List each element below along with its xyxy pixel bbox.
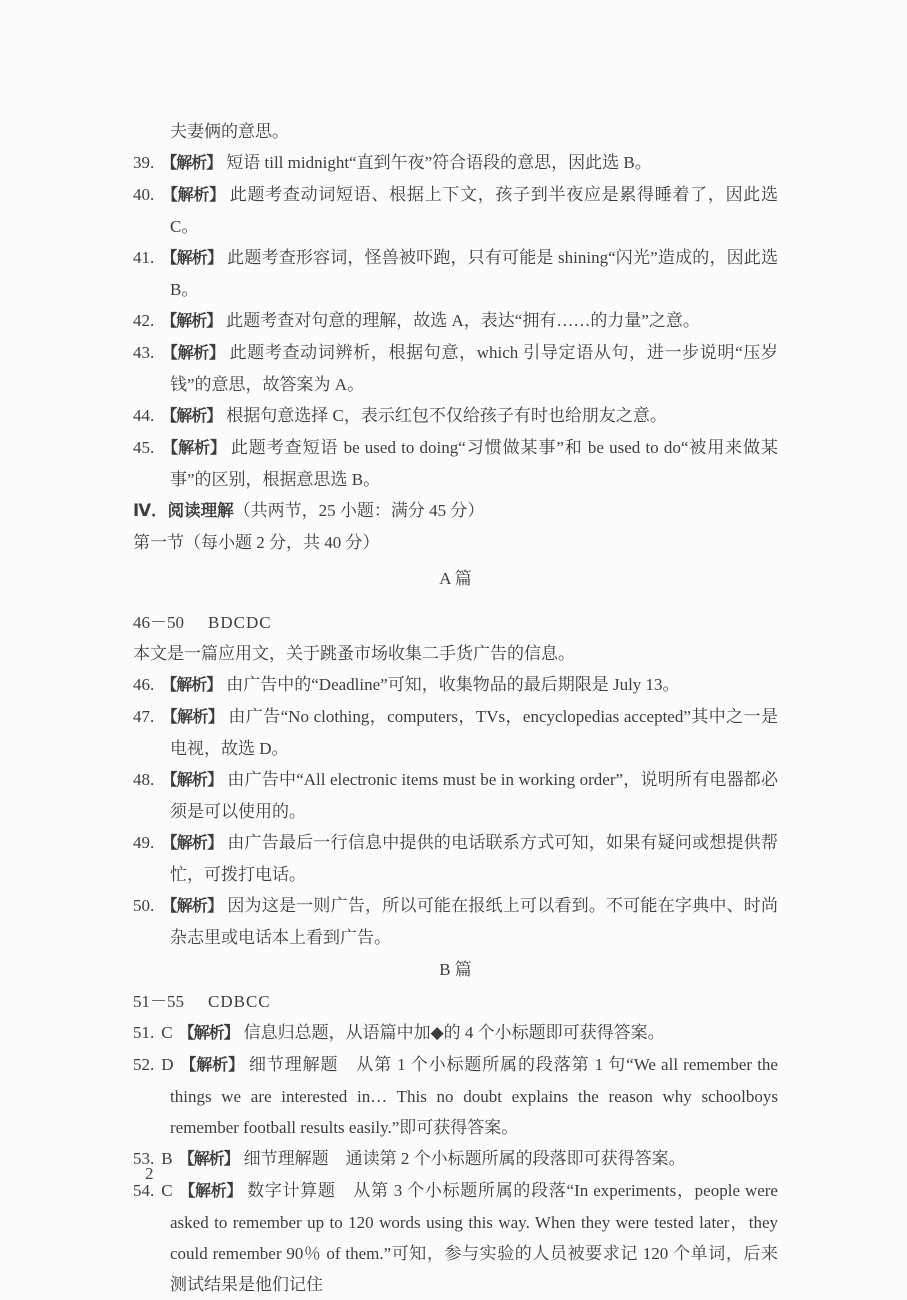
item-number: 52. (133, 1055, 155, 1074)
analysis-label: 【解析】 (161, 772, 223, 789)
item-text: 此题考查动词辨析，根据句意，which 引导定语从句，进一步说明“压岁钱”的意思，故答案为 A。 (170, 343, 778, 394)
section-heading-detail: （共两节，25 小题：满分 45 分） (233, 501, 485, 520)
item-number: 45. (133, 438, 155, 457)
analysis-label: 【解析】 (178, 1151, 239, 1168)
analysis-label: 【解析】 (161, 187, 225, 204)
analysis-label: 【解析】 (161, 709, 224, 726)
analysis-label: 【解析】 (179, 1057, 244, 1074)
page-number: 2 (145, 1164, 154, 1183)
analysis-label: 【解析】 (161, 408, 222, 425)
explanation-item-49 (133, 827, 778, 890)
explanation-item-48 (133, 764, 778, 827)
item-number: 54. (133, 1181, 155, 1200)
explanation-item-42 (133, 305, 778, 337)
section-heading-reading (133, 495, 778, 527)
analysis-label: 【解析】 (161, 898, 223, 915)
passage-a-title: A 篇 (439, 569, 472, 588)
passage-a-answer-key (133, 607, 778, 638)
explanation-item-39 (133, 147, 778, 179)
item-text: 根据句意选择 C，表示红包不仅给孩子有时也给朋友之意。 (226, 406, 667, 425)
section-subheading-part1: 第一节（每小题 2 分，共 40 分） (133, 533, 380, 552)
item-number: 39. (133, 153, 155, 172)
analysis-label: 【解析】 (178, 1183, 243, 1200)
explanation-item-53 (133, 1143, 778, 1175)
item-number: 47. (133, 707, 155, 726)
analysis-label: 【解析】 (161, 250, 223, 267)
explanation-item-44 (133, 400, 778, 432)
item-number: 42. (133, 311, 155, 330)
item-answer: B (161, 1149, 173, 1168)
item-answer: D (161, 1055, 174, 1074)
item-number: 40. (133, 185, 155, 204)
passage-b-title: B 篇 (439, 960, 472, 979)
item-number: 53. (133, 1149, 155, 1168)
item-number: 50. (133, 896, 155, 915)
item-text: 由广告中的“Deadline”可知，收集物品的最后期限是 July 13。 (226, 675, 680, 694)
analysis-label: 【解析】 (161, 835, 223, 852)
section-heading-title: Ⅳ．阅读理解 (133, 502, 234, 520)
answer-range: 51－55 (133, 992, 184, 1011)
passage-b-answer-key (133, 986, 778, 1017)
analysis-label: 【解析】 (161, 345, 225, 362)
explanation-item-54 (133, 1175, 778, 1300)
item-answer: C (161, 1181, 173, 1200)
item-number: 44. (133, 406, 155, 425)
analysis-label: 【解析】 (178, 1025, 239, 1042)
item-answer: C (161, 1023, 173, 1042)
explanation-item-45 (133, 432, 778, 495)
item-text: 此题考查对句意的理解，故选 A，表达“拥有……的力量”之意。 (226, 311, 700, 330)
item-number: 49. (133, 833, 155, 852)
explanation-item-50 (133, 890, 778, 953)
analysis-label: 【解析】 (161, 677, 222, 694)
passage-a-summary: 本文是一篇应用文，关于跳蚤市场收集二手货广告的信息。 (133, 644, 575, 663)
analysis-label: 【解析】 (161, 313, 222, 330)
explanation-item-52 (133, 1049, 778, 1143)
explanation-item-47 (133, 701, 778, 764)
explanation-item-51 (133, 1017, 778, 1049)
item-text: 由广告“No clothing，computers，TVs，encyclopedias accepted”其中之一是电视，故选 D。 (170, 707, 778, 758)
analysis-label: 【解析】 (161, 440, 226, 457)
item-text: 由广告最后一行信息中提供的电话联系方式可知，如果有疑问或想提供帮忙，可拨打电话。 (170, 833, 778, 884)
item-text: 信息归总题，从语篇中加◆的 4 个小标题即可获得答案。 (243, 1023, 665, 1042)
item-text: 此题考查短语 be used to doing“习惯做某事”和 be used to do“被用来做某事”的区别，根据意思选 B。 (170, 438, 778, 489)
item-text: 细节理解题 通读第 2 个小标题所属的段落即可获得答案。 (243, 1149, 686, 1168)
item-text: 由广告中“All electronic items must be in working order”，说明所有电器都必须是可以使用的。 (170, 770, 778, 821)
item-number: 48. (133, 770, 155, 789)
explanation-item-40 (133, 179, 778, 242)
item-text: 因为这是一则广告，所以可能在报纸上可以看到。不可能在字典中、时尚杂志里或电话本上看到广告。 (170, 896, 778, 947)
answer-range: 46－50 (133, 613, 184, 632)
page-content (133, 116, 778, 1300)
item-text: 数字计算题 从第 3 个小标题所属的段落“In experiments，people were asked to remember up to 120 words using this way. When they were tested later，they could remember 90％ of them.”可知，参与实验的人员被要求记 120 个单词，后来测试结果是他们记住 (170, 1181, 778, 1294)
carryover-line: 夫妻俩的意思。 (170, 122, 289, 141)
explanation-item-43 (133, 337, 778, 400)
item-number: 41. (133, 248, 155, 267)
item-number: 46. (133, 675, 155, 694)
item-text: 此题考查形容词，怪兽被吓跑，只有可能是 shining“闪光”造成的，因此选 B。 (170, 248, 778, 299)
explanation-item-41 (133, 242, 778, 305)
answer-letters: BDCDC (208, 613, 272, 632)
item-number: 43. (133, 343, 155, 362)
item-text: 此题考查动词短语、根据上下文，孩子到半夜应是累得睡着了，因此选 C。 (170, 185, 778, 236)
analysis-label: 【解析】 (161, 155, 222, 172)
item-number: 51. (133, 1023, 155, 1042)
item-text: 短语 till midnight“直到午夜”符合语段的意思，因此选 B。 (226, 153, 652, 172)
answer-letters: CDBCC (208, 992, 271, 1011)
item-text: 细节理解题 从第 1 个小标题所属的段落第 1 句“We all remember the things we are interested in… This no doubt explains the reason why schoolboys remember football results easily.”即可获得答案。 (170, 1055, 778, 1137)
explanation-item-46 (133, 669, 778, 701)
